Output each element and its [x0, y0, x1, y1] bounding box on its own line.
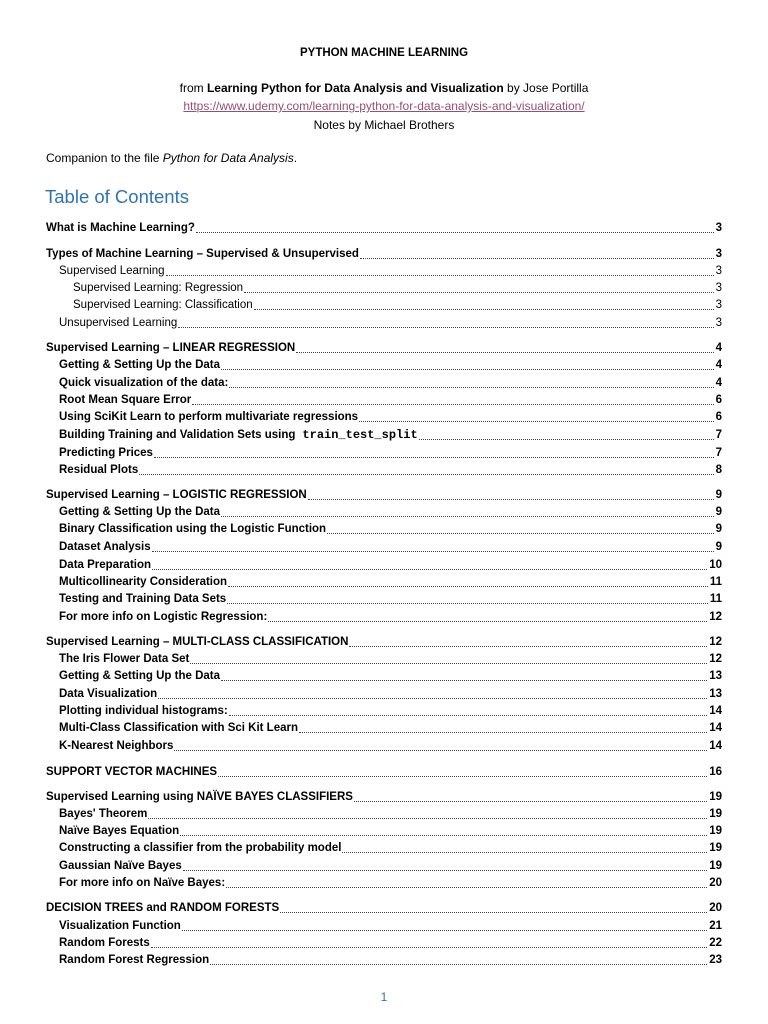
- toc-entry-label: Supervised Learning: Regression: [73, 282, 244, 294]
- dot-leader: [183, 870, 707, 871]
- toc-entry-mc-getting-data[interactable]: [59, 666, 722, 683]
- toc-entry-label: Supervised Learning using NAÏVE BAYES CLASSIFIERS: [46, 791, 353, 803]
- toc-entry-data-visualization[interactable]: [59, 684, 722, 701]
- toc-entry-page: 19: [709, 842, 722, 854]
- toc-entry-knn[interactable]: [59, 736, 722, 753]
- toc-entry-bayes-theorem[interactable]: [59, 804, 722, 821]
- toc-entry-page: 10: [709, 559, 722, 571]
- toc-entry-page: 21: [709, 920, 722, 932]
- toc-entry-page: 19: [709, 860, 722, 872]
- toc-entry-data-preparation[interactable]: [59, 555, 722, 572]
- dot-leader: [158, 698, 707, 699]
- toc-entry-quick-visualization[interactable]: [59, 373, 722, 390]
- dot-leader: [221, 516, 714, 517]
- toc-entry-label: Building Training and Validation Sets using: [59, 429, 296, 441]
- toc-entry-label: Predicting Prices: [59, 447, 153, 459]
- toc-entry-page: 4: [715, 377, 722, 389]
- toc-entry-visualization-function[interactable]: [59, 916, 722, 933]
- companion-file: Python for Data Analysis: [162, 151, 294, 165]
- dot-leader: [308, 499, 714, 500]
- toc-entry-random-forests[interactable]: [59, 933, 722, 950]
- dot-leader: [244, 292, 714, 293]
- toc-entry-label: Getting & Setting Up the Data: [59, 359, 220, 371]
- toc-entry-label: Types of Machine Learning – Supervised & Unsupervised: [46, 248, 359, 260]
- toc-entry-residual-plots[interactable]: [59, 460, 722, 477]
- toc-entry-label: Quick visualization of the data:: [59, 377, 229, 389]
- toc-entry-label: Root Mean Square Error: [59, 394, 192, 406]
- toc-entry-svm[interactable]: [46, 762, 722, 779]
- toc-entry-label: Naïve Bayes Equation: [59, 825, 180, 837]
- toc-entry-page: 19: [709, 791, 722, 803]
- toc-entry-code: train_test_split: [302, 428, 418, 442]
- notes-author: Notes by Michael Brothers: [313, 118, 455, 132]
- dot-leader: [180, 835, 707, 836]
- dot-leader: [342, 852, 707, 853]
- toc-entry-label: DECISION TREES and RANDOM FORESTS: [46, 902, 280, 914]
- toc-entry-label: Bayes' Theorem: [59, 808, 148, 820]
- toc-entry-page: 14: [709, 740, 722, 752]
- toc-entry-gaussian-naive-bayes[interactable]: [59, 856, 722, 873]
- toc-entry-page: 16: [709, 766, 722, 778]
- toc-entry-page: 3: [715, 222, 722, 234]
- dot-leader: [360, 258, 714, 259]
- source-prefix: from: [179, 81, 207, 95]
- toc-entry-rmse[interactable]: [59, 390, 722, 407]
- document-title: PYTHON MACHINE LEARNING: [299, 47, 469, 59]
- toc-entry-page: 11: [709, 593, 722, 605]
- toc-entry-label: Residual Plots: [59, 464, 139, 476]
- dot-leader: [226, 887, 707, 888]
- toc-entry-page: 12: [709, 653, 722, 665]
- dot-leader: [221, 369, 714, 370]
- toc-entry-logistic-regression[interactable]: [46, 485, 722, 502]
- dot-leader: [174, 750, 707, 751]
- dot-leader: [192, 404, 713, 405]
- toc-entry-dataset-analysis[interactable]: [59, 537, 722, 554]
- toc-entry-page: 9: [715, 506, 722, 518]
- toc-entry-binary-classification[interactable]: [59, 519, 722, 536]
- dot-leader: [218, 776, 707, 777]
- toc-entry-label: Plotting individual histograms:: [59, 705, 228, 717]
- companion-suffix: .: [293, 151, 298, 165]
- toc-entry-page: 20: [709, 877, 722, 889]
- toc-entry-page: 23: [709, 954, 722, 966]
- toc-entry-label: Visualization Function: [59, 920, 181, 932]
- author-credit: by Jose Portilla: [503, 81, 589, 95]
- toc-entry-label: The Iris Flower Data Set: [59, 653, 190, 665]
- toc-entry-page: 9: [715, 523, 722, 535]
- companion-prefix: Companion to the file: [46, 151, 163, 165]
- dot-leader: [152, 551, 714, 552]
- dot-leader: [254, 309, 714, 310]
- toc-entry-constructing-classifier[interactable]: [59, 838, 722, 855]
- toc-entry-types-of-ml[interactable]: [46, 244, 722, 261]
- dot-leader: [268, 621, 707, 622]
- dot-leader: [190, 663, 707, 664]
- toc-entry-label: For more info on Naïve Bayes:: [59, 877, 226, 889]
- toc-entry-decision-trees[interactable]: [46, 898, 722, 915]
- toc-entry-label: Random Forest Regression: [59, 954, 210, 966]
- toc-entry-label: Data Preparation: [59, 559, 152, 571]
- toc-entry-logistic-more-info[interactable]: [59, 607, 722, 624]
- dot-leader: [166, 275, 714, 276]
- dot-leader: [221, 680, 707, 681]
- toc-entry-linear-regression[interactable]: [46, 338, 722, 355]
- toc-entry-label: Unsupervised Learning: [59, 317, 178, 329]
- toc-entry-multicollinearity[interactable]: [59, 572, 722, 589]
- dot-leader: [154, 457, 714, 458]
- toc-entry-page: 20: [709, 902, 722, 914]
- dot-leader: [359, 421, 714, 422]
- toc-entry-training-validation-sets[interactable]: [59, 425, 722, 442]
- dot-leader: [228, 586, 708, 587]
- toc-entry-page: 3: [715, 282, 722, 294]
- dot-leader: [349, 646, 707, 647]
- toc-entry-page: 13: [709, 688, 722, 700]
- toc-entry-logr-getting-data[interactable]: [59, 502, 722, 519]
- toc-entry-supervised-learning[interactable]: [59, 261, 722, 278]
- dot-leader: [182, 930, 707, 931]
- toc-entry-multiclass[interactable]: [46, 632, 722, 649]
- toc-entry-page: 14: [709, 705, 722, 717]
- toc-entry-label: Getting & Setting Up the Data: [59, 670, 220, 682]
- toc-entry-page: 22: [709, 937, 722, 949]
- toc-entry-page: 12: [709, 611, 722, 623]
- toc-entry-supervised-regression[interactable]: [73, 278, 722, 295]
- toc-entry-unsupervised-learning[interactable]: [59, 313, 722, 330]
- toc-entry-naive-bayes-more-info[interactable]: [59, 873, 722, 890]
- toc-entry-label: Supervised Learning: [59, 265, 165, 277]
- toc-entry-page: 7: [715, 447, 722, 459]
- toc-entry-page: 3: [715, 248, 722, 260]
- dot-leader: [178, 327, 713, 328]
- toc-entry-page: 19: [709, 808, 722, 820]
- dot-leader: [229, 715, 708, 716]
- toc-entry-page: 7: [715, 429, 722, 441]
- toc-entry-naive-bayes[interactable]: [46, 787, 722, 804]
- toc-entry-mc-scikit[interactable]: [59, 718, 722, 735]
- toc-entry-page: 13: [709, 670, 722, 682]
- dot-leader: [280, 912, 707, 913]
- toc-entry-page: 9: [715, 489, 722, 501]
- toc-entry-page: 3: [715, 317, 722, 329]
- toc-entry-page: 19: [709, 825, 722, 837]
- toc-entry-iris-dataset[interactable]: [59, 649, 722, 666]
- dot-leader: [210, 964, 707, 965]
- toc-entry-label: What is Machine Learning?: [46, 222, 195, 234]
- dot-leader: [229, 387, 713, 388]
- toc-entry-label: K-Nearest Neighbors: [59, 740, 174, 752]
- dot-leader: [152, 569, 707, 570]
- dot-leader: [196, 232, 714, 233]
- companion-note: [46, 151, 297, 165]
- toc-entry-random-forest-regression[interactable]: [59, 950, 722, 967]
- toc-entry-page: 11: [709, 576, 722, 588]
- toc-entry-label: Supervised Learning: Classification: [73, 299, 253, 311]
- toc-entry-label: SUPPORT VECTOR MACHINES: [46, 766, 218, 778]
- toc-entry-scikit-multivariate[interactable]: [59, 407, 722, 424]
- toc-entry-naive-bayes-equation[interactable]: [59, 821, 722, 838]
- course-title: Learning Python for Data Analysis and Visualization: [206, 81, 504, 95]
- toc-entry-testing-training-sets[interactable]: [59, 589, 722, 606]
- course-link[interactable]: https://www.udemy.com/learning-python-for-data-analysis-and-visualization/: [183, 99, 585, 113]
- toc-entry-lr-getting-data[interactable]: [59, 355, 722, 372]
- dot-leader: [151, 947, 707, 948]
- toc-entry-page: 3: [715, 265, 722, 277]
- toc-entry-label: Binary Classification using the Logistic Function: [59, 523, 327, 535]
- toc-entry-what-is-ml[interactable]: [46, 218, 722, 235]
- toc-entry-page: 12: [709, 636, 722, 648]
- toc-entry-label: Supervised Learning – MULTI-CLASS CLASSIFICATION: [46, 636, 349, 648]
- dot-leader: [139, 474, 713, 475]
- toc-entry-label: Constructing a classifier from the probability model: [59, 842, 342, 854]
- toc-entry-label: Data Visualization: [59, 688, 158, 700]
- toc-entry-label: Using SciKit Learn to perform multivariate regressions: [59, 411, 359, 423]
- dot-leader: [227, 603, 708, 604]
- toc-entry-page: 6: [715, 394, 722, 406]
- toc-heading: Table of Contents: [45, 186, 189, 207]
- toc-entry-page: 6: [715, 411, 722, 423]
- toc-entry-page: 14: [709, 722, 722, 734]
- toc-entry-label: For more info on Logistic Regression:: [59, 611, 268, 623]
- toc-entry-label: Supervised Learning – LOGISTIC REGRESSION: [46, 489, 307, 501]
- dot-leader: [299, 732, 707, 733]
- toc-entry-label: Multi-Class Classification with Sci Kit Learn: [59, 722, 298, 734]
- toc-entry-label: Supervised Learning – LINEAR REGRESSION: [46, 342, 296, 354]
- toc-entry-label: Gaussian Naïve Bayes: [59, 860, 182, 872]
- dot-leader: [354, 801, 707, 802]
- dot-leader: [327, 533, 714, 534]
- toc-entry-page: 4: [715, 342, 722, 354]
- toc-entry-supervised-classification[interactable]: [73, 295, 722, 312]
- toc-entry-label: Testing and Training Data Sets: [59, 593, 227, 605]
- toc-entry-page: 8: [715, 464, 722, 476]
- toc-entry-label: Random Forests: [59, 937, 150, 949]
- toc-entry-predicting-prices[interactable]: [59, 443, 722, 460]
- toc-entry-page: 9: [715, 541, 722, 553]
- toc-entry-label: Dataset Analysis: [59, 541, 151, 553]
- toc-entry-page: 4: [715, 359, 722, 371]
- dot-leader: [148, 818, 707, 819]
- toc-entry-label: Multicollinearity Consideration: [59, 576, 228, 588]
- page-number: 1: [380, 990, 388, 1004]
- toc-entry-label: Getting & Setting Up the Data: [59, 506, 220, 518]
- dot-leader: [419, 439, 714, 440]
- dot-leader: [296, 352, 713, 353]
- toc-entry-individual-histograms[interactable]: [59, 701, 722, 718]
- toc-entry-page: 3: [715, 299, 722, 311]
- source-line: [0, 81, 768, 95]
